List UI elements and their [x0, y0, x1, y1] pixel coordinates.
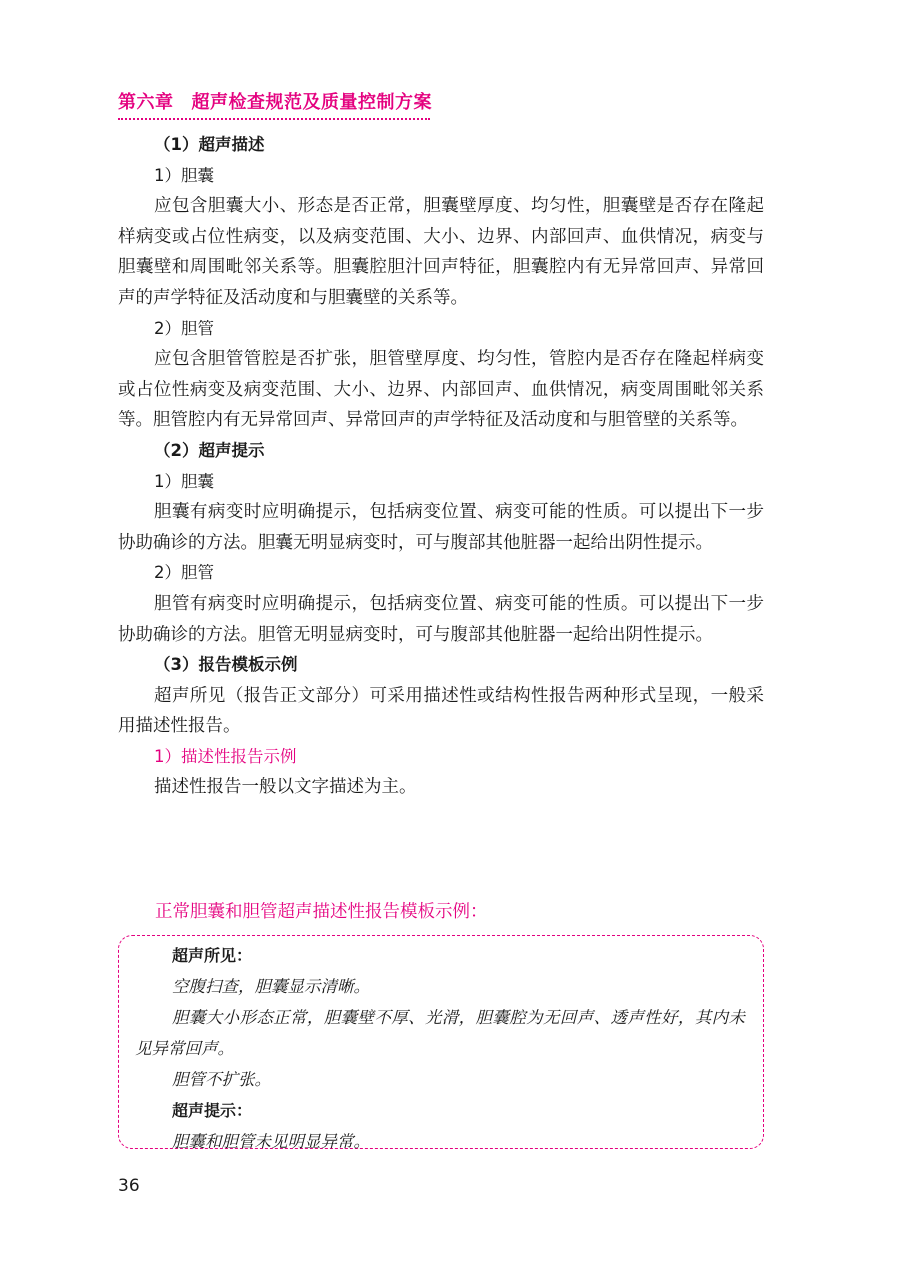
subheading-bileduct-2: 2）胆管 [154, 563, 214, 583]
paragraph-bileduct-description: 应包含胆管管腔是否扩张，胆管壁厚度、均匀性，管腔内是否存在隆起样病变或占位性病变及病变范围、大小、边界、内部回声、血供情况，病变周围毗邻关系等。胆管腔内有无异常回声、异常回声的声学特征及活动度和与胆管壁的关系等。 [118, 349, 764, 431]
impression-heading: 超声提示： [172, 1101, 253, 1120]
subheading-descriptive-report: 1）描述性报告示例 [154, 746, 297, 766]
paragraph-descriptive-report: 描述性报告一般以文字描述为主。 [154, 777, 417, 798]
subheading-gallbladder-1: 1）胆囊 [154, 165, 214, 185]
paragraph-report-template: 超声所见（报告正文部分）可采用描述性或结构性报告两种形式呈现，一般采用描述性报告。 [118, 685, 764, 737]
template-title: 正常胆囊和胆管超声描述性报告模板示例： [155, 902, 488, 922]
chapter-title: 超声检查规范及质量控制方案 [191, 92, 432, 113]
section-heading-2: （2）超声提示 [154, 440, 265, 460]
chapter-number: 第六章 [118, 92, 174, 113]
template-line-2: 胆囊大小形态正常，胆囊壁不厚、光滑，胆囊腔为无回声、透声性好，其内未见异常回声。 [135, 1008, 745, 1058]
section-heading-1: （1）超声描述 [154, 135, 265, 154]
template-line-3: 胆管不扩张。 [172, 1070, 271, 1089]
paragraph-bileduct-impression: 胆管有病变时应明确提示，包括病变位置、病变可能的性质。可以提出下一步协助确诊的方法。胆管无明显病变时，可与腹部其他脏器一起给出阴性提示。 [118, 593, 764, 645]
subheading-bileduct-1: 2）胆管 [154, 318, 214, 338]
paragraph-gallbladder-impression: 胆囊有病变时应明确提示，包括病变位置、病变可能的性质。可以提出下一步协助确诊的方法。胆囊无明显病变时，可与腹部其他脏器一起给出阴性提示。 [118, 502, 764, 553]
paragraph-gallbladder-description: 应包含胆囊大小、形态是否正常，胆囊壁厚度、均匀性，胆囊壁是否存在隆起样病变或占位性病变，以及病变范围、大小、边界、内部回声、血供情况，病变与胆囊壁和周围毗邻关系等。胆囊腔胆汁回声特征，胆囊腔内有无异常回声、异常回声的声学特征及活动度和与胆囊壁的关系等。 [118, 196, 764, 308]
report-template-box [118, 935, 764, 1149]
section-heading-3: （3）报告模板示例 [154, 655, 298, 675]
subheading-gallbladder-2: 1）胆囊 [154, 471, 214, 491]
template-line-1: 空腹扫查，胆囊显示清晰。 [172, 977, 370, 996]
findings-heading: 超声所见： [172, 946, 253, 965]
chapter-header [118, 88, 430, 120]
main-content [118, 130, 764, 803]
template-line-4: 胆囊和胆管未见明显异常。 [172, 1132, 370, 1151]
page-number: 36 [118, 1176, 140, 1196]
